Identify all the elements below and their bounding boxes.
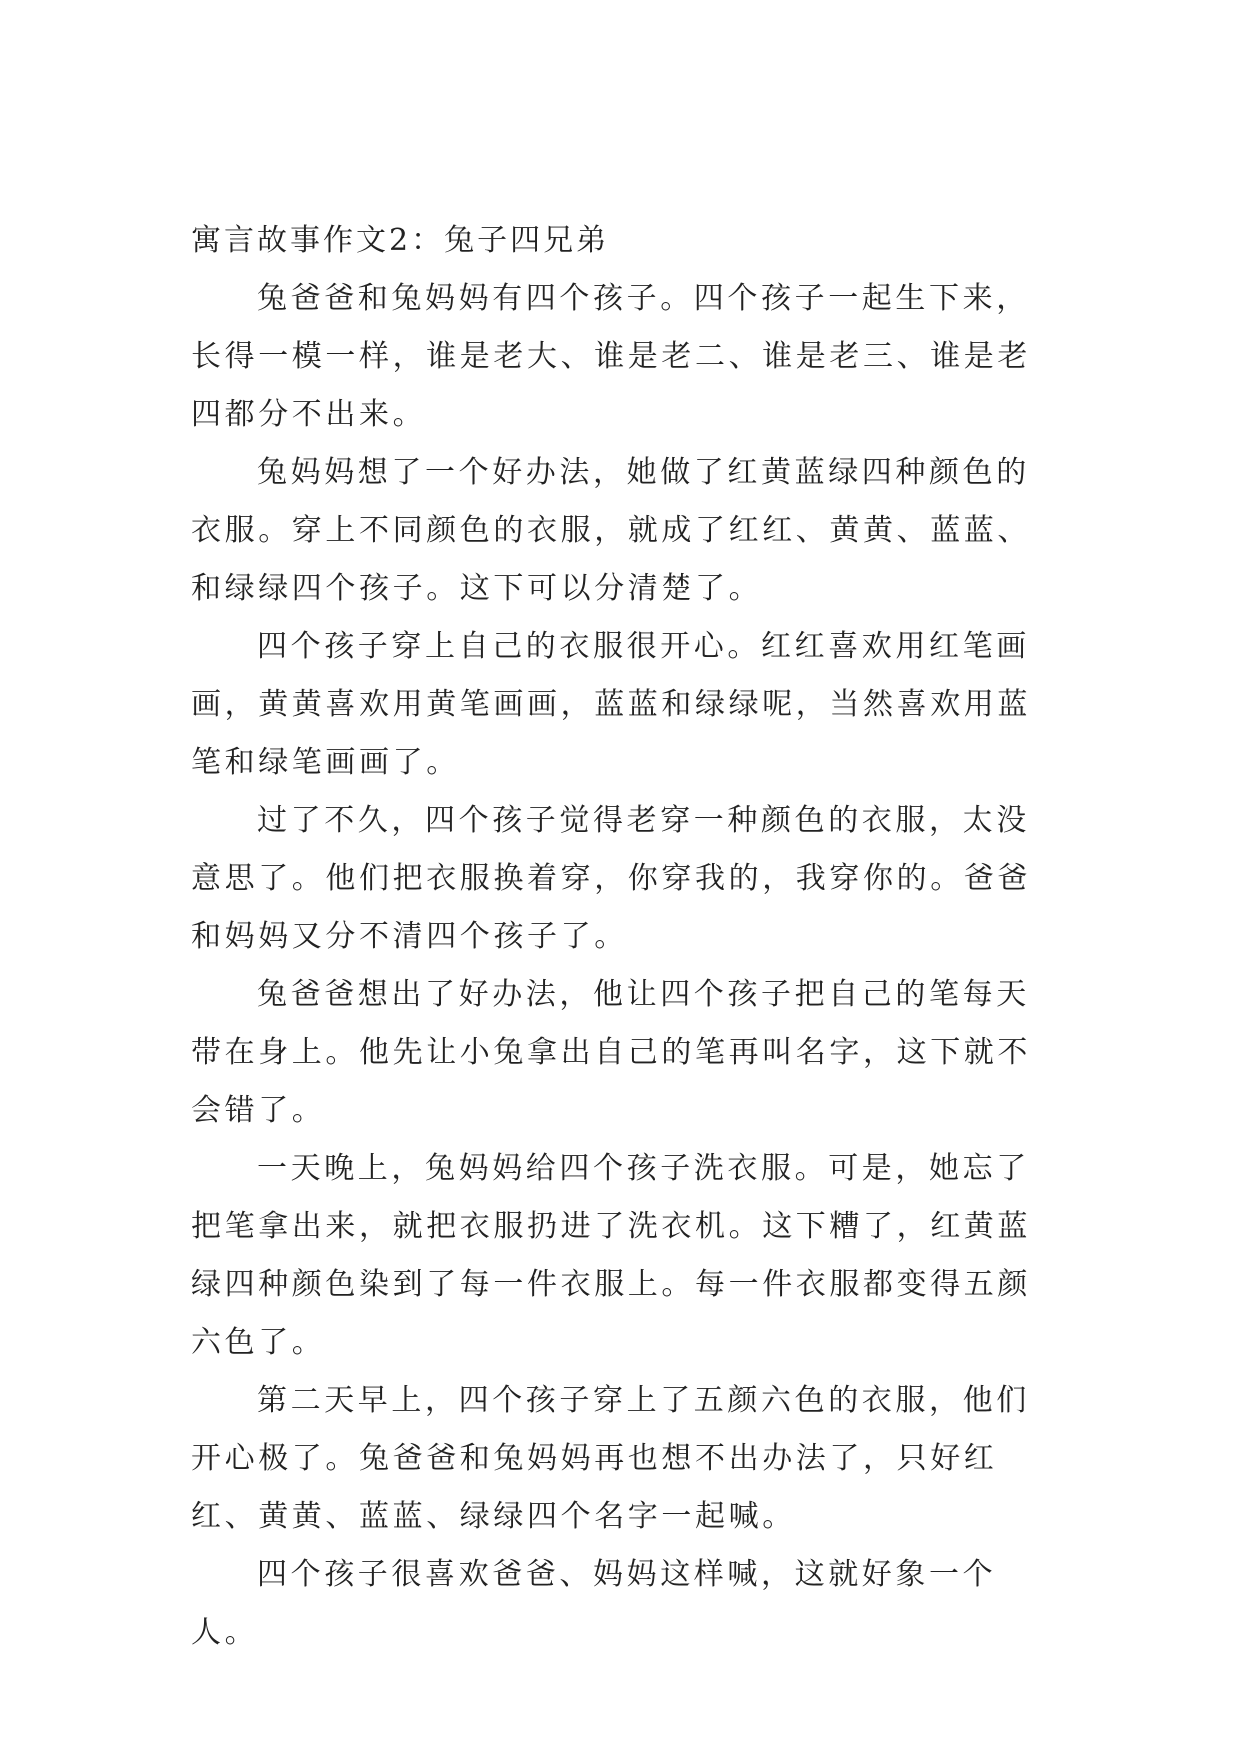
paragraph-2: 兔妈妈想了一个好办法，她做了红黄蓝绿四种颜色的衣服。穿上不同颜色的衣服，就成了红红、黄黄、蓝蓝、和绿绿四个孩子。这下可以分清楚了。 bbox=[191, 455, 1031, 606]
paragraph-3: 四个孩子穿上自己的衣服很开心。红红喜欢用红笔画画，黄黄喜欢用黄笔画画，蓝蓝和绿绿呢，当然喜欢用蓝笔和绿笔画画了。 bbox=[191, 629, 1031, 780]
paragraph-1: 兔爸爸和兔妈妈有四个孩子。四个孩子一起生下来，长得一模一样，谁是老大、谁是老二、谁是老三、谁是老四都分不出来。 bbox=[191, 281, 1031, 432]
paragraph-5: 兔爸爸想出了好办法，他让四个孩子把自己的笔每天带在身上。他先让小兔拿出自己的笔再叫名字，这下就不会错了。 bbox=[191, 977, 1031, 1128]
paragraph-4: 过了不久，四个孩子觉得老穿一种颜色的衣服，太没意思了。他们把衣服换着穿，你穿我的，我穿你的。爸爸和妈妈又分不清四个孩子了。 bbox=[191, 803, 1031, 954]
paragraph-8: 四个孩子很喜欢爸爸、妈妈这样喊，这就好象一个人。 bbox=[191, 1557, 997, 1650]
paragraph-6: 一天晚上，兔妈妈给四个孩子洗衣服。可是，她忘了把笔拿出来，就把衣服扔进了洗衣机。这下糟了，红黄蓝绿四种颜色染到了每一件衣服上。每一件衣服都变得五颜六色了。 bbox=[191, 1151, 1031, 1360]
document-title: 寓言故事作文2：兔子四兄弟 bbox=[191, 223, 610, 258]
paragraph-7: 第二天早上，四个孩子穿上了五颜六色的衣服，他们开心极了。兔爸爸和兔妈妈再也想不出办法了，只好红红、黄黄、蓝蓝、绿绿四个名字一起喊。 bbox=[191, 1383, 1030, 1534]
document-body bbox=[191, 212, 1053, 1662]
